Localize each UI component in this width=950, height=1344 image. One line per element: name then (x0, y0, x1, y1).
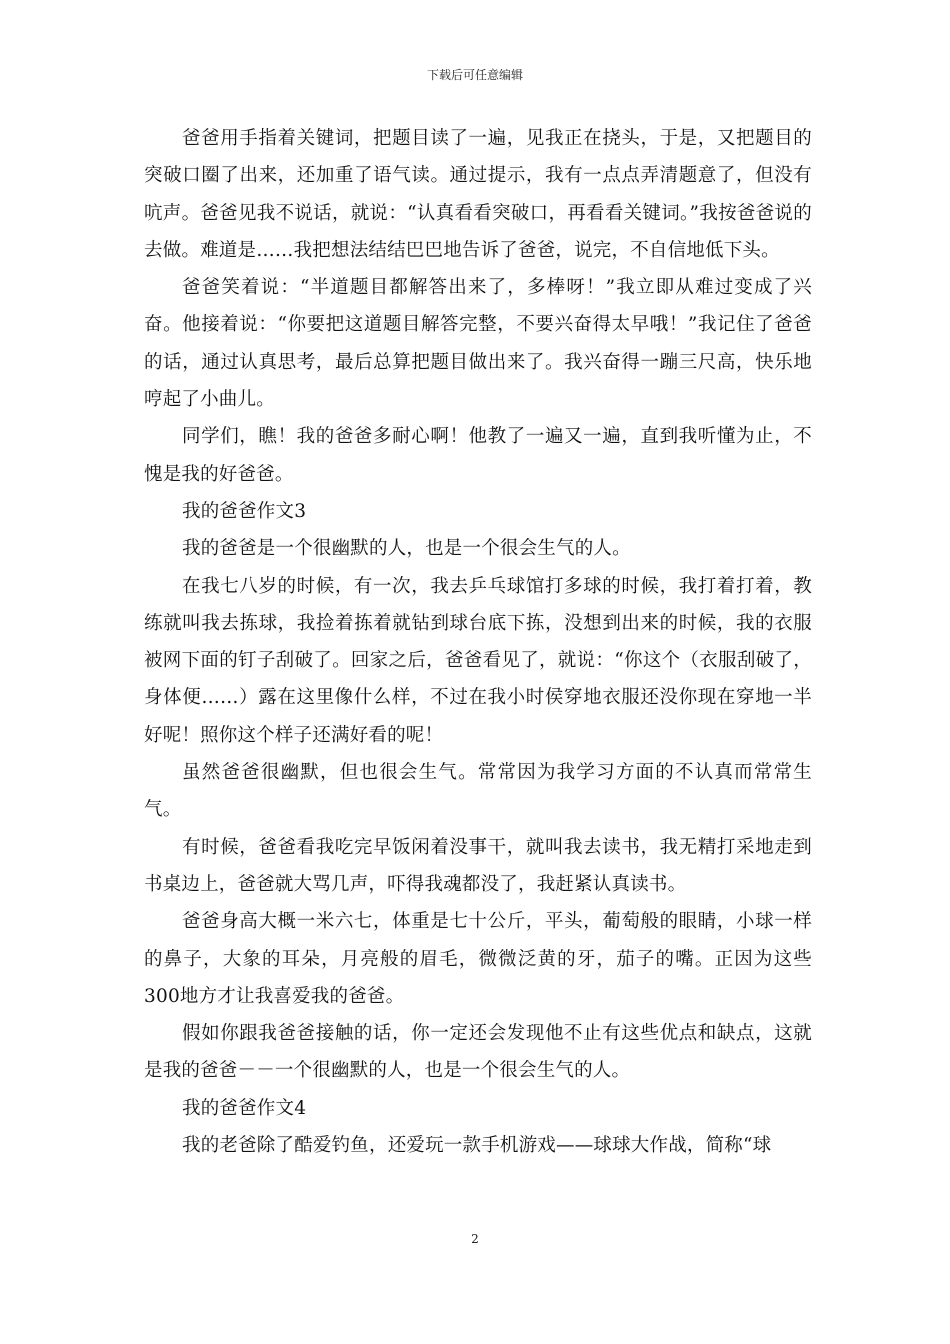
paragraph: 爸爸身高大概一米六七，体重是七十公斤，平头，葡萄般的眼睛，小球一样的鼻子，大象的耳朵，月亮般的眉毛，微微泛黄的牙，茄子的嘴。正因为这些300地方才让我喜爱我的爸爸。 (144, 911, 812, 1007)
page-number: 2 (471, 1232, 479, 1246)
paragraph: 爸爸用手指着关键词，把题目读了一遍，见我正在挠头，于是，又把题目的突破口圈了出来，还加重了语气读。通过提示，我有一点点弄清题意了，但没有吭声。爸爸见我不说话，就说：“认真看看突破口，再看看关键词。”我按爸爸说的去做。难道是……我把想法结结巴巴地告诉了爸爸，说完，不自信地低下头。 (144, 128, 812, 261)
section-title: 我的爸爸作文3 (182, 500, 307, 522)
paragraph: 我的老爸除了酷爱钓鱼，还爱玩一款手机游戏——球球大作战，简称“球 (182, 1135, 772, 1157)
paragraph: 虽然爸爸很幽默，但也很会生气。常常因为我学习方面的不认真而常常生气。 (144, 762, 812, 821)
section-title: 我的爸爸作文4 (182, 1097, 307, 1119)
paragraph: 同学们，瞧！我的爸爸多耐心啊！他教了一遍又一遍，直到我听懂为止，不愧是我的好爸爸。 (144, 426, 812, 485)
page-header: 下载后可任意编辑 (426, 68, 523, 82)
paragraph: 我的爸爸是一个很幽默的人，也是一个很会生气的人。 (182, 538, 631, 560)
document-body (144, 120, 812, 1164)
paragraph: 爸爸笑着说：“半道题目都解答出来了，多棒呀！”我立即从难过变成了兴奋。他接着说：“你要把这道题目解答完整，不要兴奋得太早哦！”我记住了爸爸的话，通过认真思考，最后总算把题目做出来了。我兴奋得一蹦三尺高，快乐地哼起了小曲儿。 (144, 277, 812, 411)
paragraph: 有时候，爸爸看我吃完早饭闲着没事干，就叫我去读书，我无精打采地走到书桌边上，爸爸就大骂几声，吓得我魂都没了，我赶紧认真读书。 (144, 836, 812, 895)
paragraph: 假如你跟我爸爸接触的话，你一定还会发现他不止有这些优点和缺点，这就是我的爸爸－－一个很幽默的人，也是一个很会生气的人。 (144, 1023, 812, 1082)
paragraph: 在我七八岁的时候，有一次，我去乒乓球馆打多球的时候，我打着打着，教练就叫我去拣球，我捡着拣着就钻到球台底下拣，没想到出来的时候，我的衣服被网下面的钉子刮破了。回家之后，爸爸看见了，就说：“你这个（衣服刮破了，身体便……）露在这里像什么样，不过在我小时侯穿地衣服还没你现在穿地一半好呢！照你这个样子还满好看的呢！ (144, 575, 812, 746)
